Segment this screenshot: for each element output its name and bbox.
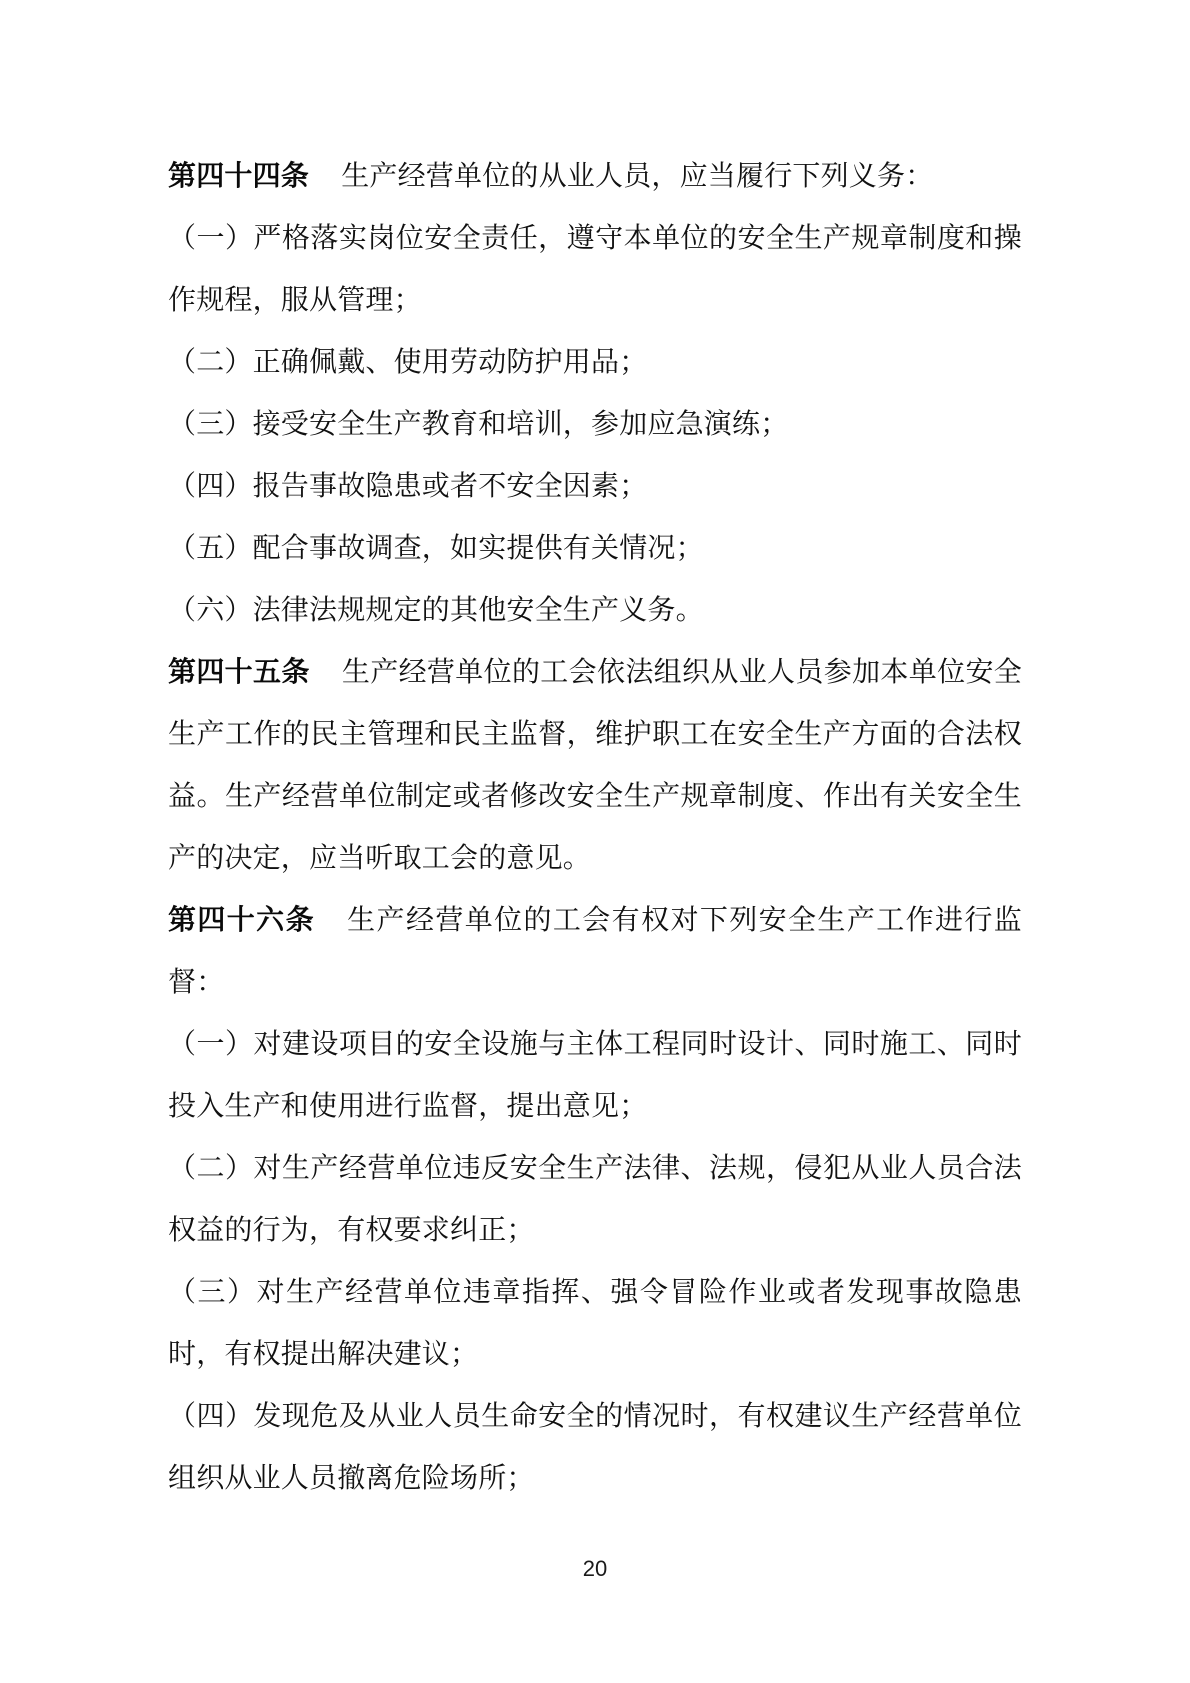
clause-paragraph: （一）对建设项目的安全设施与主体工程同时设计、同时施工、同时投入生产和使用进行监督，提出意见； (168, 1029, 1022, 1122)
clause-paragraph: （二）正确佩戴、使用劳动防护用品； (168, 347, 648, 378)
clause-paragraph: （二）对生产经营单位违反安全生产法律、法规，侵犯从业人员合法权益的行为，有权要求纠正； (168, 1153, 1022, 1246)
page-footer (0, 1556, 1190, 1582)
clause-paragraph: （三）接受安全生产教育和培训，参加应急演练； (168, 409, 789, 440)
article-paragraph: 第四十六条 生产经营单位的工会有权对下列安全生产工作进行监督： (168, 905, 1022, 998)
document-body (168, 0, 1022, 1510)
article-number: 第四十四条 (168, 161, 310, 192)
article-number: 第四十五条 (168, 657, 310, 688)
clause-paragraph: （一）严格落实岗位安全责任，遵守本单位的安全生产规章制度和操作规程，服从管理； (168, 223, 1022, 316)
clause-paragraph: （六）法律法规规定的其他安全生产义务。 (168, 595, 704, 626)
article-number: 第四十六条 (168, 905, 315, 936)
clause-paragraph: （四）报告事故隐患或者不安全因素； (168, 471, 648, 502)
page-number: 20 (582, 1556, 608, 1581)
clause-paragraph: （四）发现危及从业人员生命安全的情况时，有权建议生产经营单位组织从业人员撤离危险场所； (168, 1401, 1022, 1494)
clause-paragraph: （五）配合事故调查，如实提供有关情况； (168, 533, 704, 564)
article-paragraph: 第四十四条 生产经营单位的从业人员，应当履行下列义务： (168, 161, 934, 192)
clause-paragraph: （三）对生产经营单位违章指挥、强令冒险作业或者发现事故隐患时，有权提出解决建议； (168, 1277, 1022, 1370)
article-paragraph: 第四十五条 生产经营单位的工会依法组织从业人员参加本单位安全生产工作的民主管理和民主监督，维护职工在安全生产方面的合法权益。生产经营单位制定或者修改安全生产规章制度、作出有关安全生产的决定，应当听取工会的意见。 (168, 657, 1022, 874)
